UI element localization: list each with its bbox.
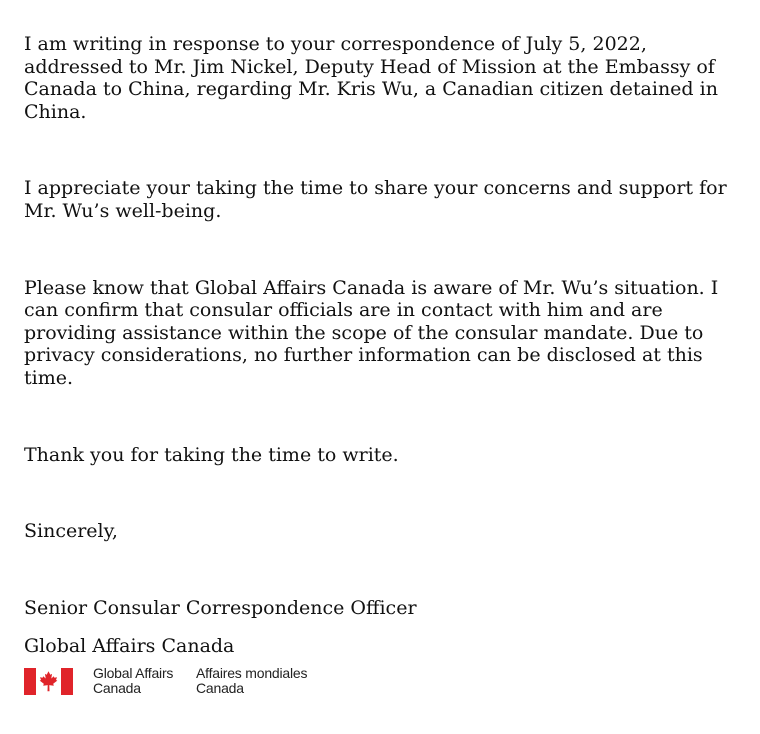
closing-salutation: Sincerely, xyxy=(24,520,118,543)
letter-body xyxy=(24,33,736,658)
signature-french-line-1: Affaires mondiales xyxy=(196,665,308,681)
government-signature-logo xyxy=(24,666,307,696)
paragraph-thanks: Thank you for taking the time to write. xyxy=(24,443,399,466)
paragraph-response: I am writing in response to your correspondence of July 5, 2022, addressed to Mr. Jim Nickel, Deputy Head of Mission at the Embassy of Canada to China, regarding Mr. Kris Wu, a Canadian citizen detained in China. xyxy=(24,33,718,123)
paragraph-situation: Please know that Global Affairs Canada is aware of Mr. Wu’s situation. I can confirm that consular officials are in contact with him and are providing assistance within the scope of the consular mandate. Due to privacy considerations, no further information can be disclosed at this time. xyxy=(24,276,719,389)
canada-flag-icon xyxy=(24,668,73,695)
signature-english xyxy=(93,666,193,695)
signature-english-line-2: Canada xyxy=(93,679,141,696)
paragraph-appreciation: I appreciate your taking the time to share your concerns and support for Mr. Wu’s well-being. xyxy=(24,177,727,222)
signer-title: Senior Consular Correspondence Officer xyxy=(24,596,417,619)
signer-organization: Global Affairs Canada xyxy=(24,635,235,658)
signature-french xyxy=(196,666,307,695)
signature-english-line-1: Global Affairs xyxy=(93,665,174,681)
signature-french-line-2: Canada xyxy=(196,679,244,696)
